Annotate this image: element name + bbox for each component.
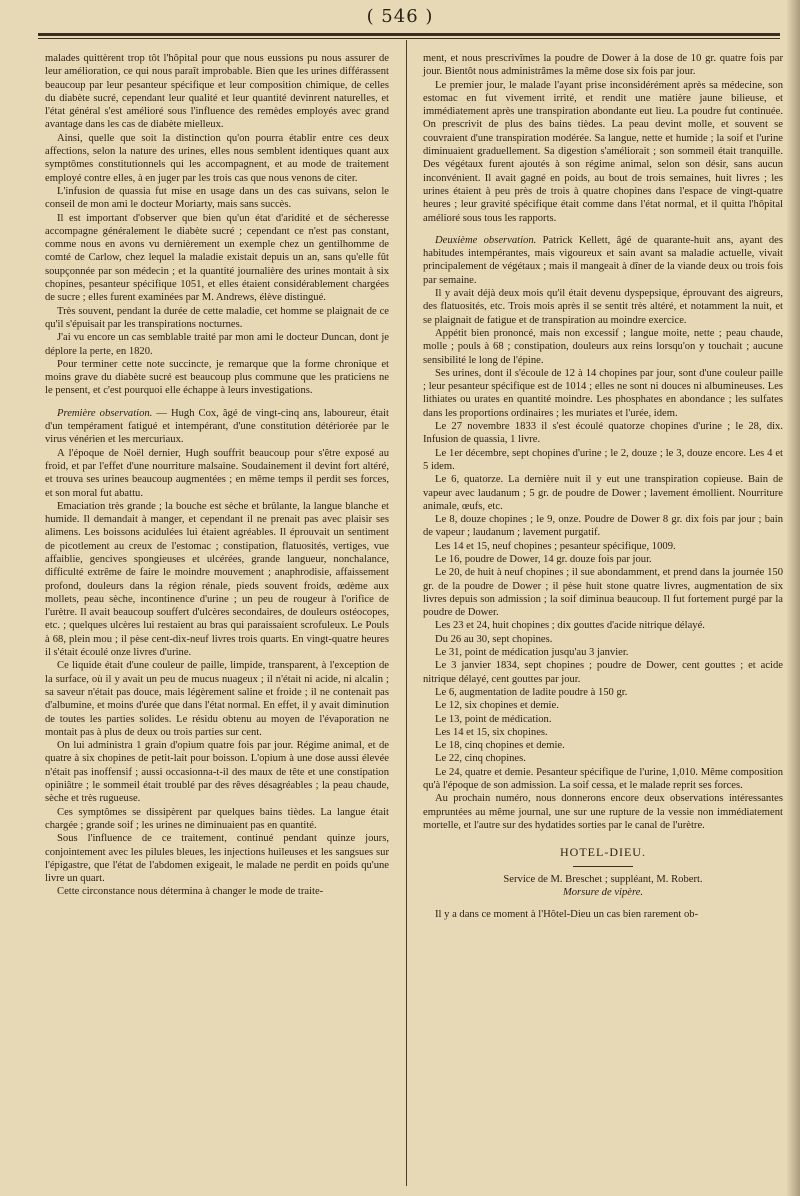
right-paragraph: Le 22, cinq chopines. [435, 753, 526, 765]
observation-2-heading [423, 234, 783, 287]
right-paragraph: Le 12, six chopines et demie. [435, 700, 559, 712]
observation-2-label: Deuxième observation. [435, 234, 537, 246]
left-paragraph: A l'époque de Noël dernier, Hugh souffrit beaucoup pour s'être exposé au froid, et par l'effet d'une nourriture malsaine. Soudainement il devint fort altéré, et trouva ses urines beaucoup augmentées ; en même temps il perdit ses forces, et son moral fut abattu. [45, 447, 389, 499]
right-paragraph: Le 27 novembre 1833 il s'est écoulé quatorze chopines d'urine ; le 28, dix. Infusion de quassia, 1 livre. [423, 421, 783, 446]
section-title: HOTEL-DIEU. [560, 845, 646, 860]
right-paragraph: Le 13, point de médication. [435, 713, 552, 725]
right-paragraph: Le 18, cinq chopines et demie. [435, 740, 565, 752]
right-paragraph: Le 1er décembre, sept chopines d'urine ; le 2, douze ; le 3, douze encore. Les 4 et 5 idem. [423, 447, 783, 472]
right-paragraph: Le 31, point de médication jusqu'au 3 janvier. [435, 647, 629, 659]
right-paragraph: Les 14 et 15, six chopines. [435, 726, 548, 738]
left-paragraph: malades quittèrent trop tôt l'hôpital pour que nous eussions pu nous assurer de leur amélioration, ce qui nous paraît improbable. Bien que les urines différassent beaucoup par leur pesanteur spécifique et leur composition chimique, de celles du diabète sucré, cependant leur qualité et leur quantité devinrent naturelles, et l'état général s'est amélioré sous l'influence des remèdes employés avec grand avantage dans les cas de diabète mielleux. [45, 53, 389, 131]
right-paragraph: Au prochain numéro, nous donnerons encore deux observations intéressantes empruntées au même journal, une sur une rupture de la vessie non immédiatement mortelle, et l'autre sur des hydatides sorties par le canal de l'urètre. [423, 793, 783, 831]
right-paragraph: Le 16, poudre de Dower, 14 gr. douze fois par jour. [435, 553, 652, 565]
left-column [45, 52, 389, 899]
left-paragraph: Ce liquide était d'une couleur de paille, limpide, transparent, à l'exception de la surface, où il y avait un peu de mucus nuageux ; il n'était ni acide, ni alcalin ; sa saveur n'était pas douce, mais légèrement saline et froide ; il ne contenait pas d'albumine, et moins d'urée que dans l'état normal. En effet, il y avait diminution de toutes les parties solides. Le résidu obtenu au moyen de l'évaporation ne montait pas à plus de deux ou trois parties sur cent. [45, 660, 389, 738]
right-paragraph: Le 6, quatorze. La dernière nuit il y eut une transpiration copieuse. Bain de vapeur avec laudanum ; 5 gr. de poudre de Dower ; lavement émollient. Nourriture animale, œufs, etc. [423, 474, 783, 512]
service-line: Service de M. Breschet ; suppléant, M. Robert. [503, 873, 703, 885]
right-paragraph: Le 3 janvier 1834, sept chopines ; poudre de Dower, cent gouttes ; et acide nitrique délayé, cent gouttes par jour. [423, 660, 783, 685]
left-paragraph: Sous l'influence de ce traitement, continué pendant quinze jours, conjointement avec les pilules bleues, les injections huileuses et les sangsues sur l'épigastre, que l'état de l'abdomen exigeait, le malade ne perdit en poids qu'une livre un quart. [45, 833, 389, 885]
left-paragraph: Ainsi, quelle que soit la distinction qu'on pourra établir entre ces deux affections, selon la nature des urines, elles nous semblent identiques quant aux symptômes constitutionnels qui les accompagnent, et au mode de traitement employé contre elles, à en juger par les trois cas que nous venons de citer. [45, 132, 389, 184]
right-column [423, 52, 783, 921]
right-paragraph: Les 14 et 15, neuf chopines ; pesanteur spécifique, 1009. [435, 540, 676, 552]
left-paragraph: Il est important d'observer que bien qu'un état d'aridité et de sécheresse accompagne généralement le diabète sucré ; cependant ce n'est pas constant, comme nous en avons vu dernièrement un exemple chez un gentilhomme de comté de Carlow, chez lequel la maladie existait depuis un an, sans qu'elle fût soupçonnée par son médecin ; et la quantité journalière des urines montait à six chopines, pesanteur spécifique 1051, et elles étaient considérablement chargées de sucre ; elles furent examinées par M. Andrews, élève distingué. [45, 212, 389, 304]
left-paragraph: J'ai vu encore un cas semblable traité par mon ami le docteur Duncan, dont je déplore la perte, en 1820. [45, 332, 389, 357]
observation-1-label: Première observation. [57, 407, 153, 419]
left-paragraph: Très souvent, pendant la durée de cette maladie, cet homme se plaignait de ce qu'il s'épuisait par les transpirations nocturnes. [45, 305, 389, 330]
left-paragraph: On lui administra 1 grain d'opium quatre fois par jour. Régime animal, et de quatre à six chopines de petit-lait pour boisson. L'opium à une dose aussi élevée n'était pas inoffensif ; aussi occasionna-t-il des maux de tête et une constipation opiniâtre ; le sommeil était troublé par des rêves désagréables ; la peau chaude, sèche et très rugueuse. [45, 740, 389, 805]
left-paragraph: Cette circonstance nous détermina à changer le mode de traite- [57, 886, 324, 898]
header-rule [38, 33, 780, 39]
left-paragraph: L'infusion de quassia fut mise en usage dans un des cas suivans, selon le conseil de mon ami le docteur Moriarty, mais sans succès. [45, 185, 389, 211]
right-paragraph: Ses urines, dont il s'écoule de 12 à 14 chopines par jour, sont d'une couleur paille ; leur pesanteur spécifique est de 1014 ; elles ne sont ni douces ni albumineuses. Les lithiates ou urates en quantité moindre. Les phosphates en abondance ; les sulfates dans les proportions ordinaires ; les muriates et l'urée, idem. [423, 367, 783, 419]
column-divider [406, 40, 407, 1186]
right-paragraph: Le 20, de huit à neuf chopines ; il sue abondamment, et prend dans la journée 150 gr. de la poudre de Dower ; il pèse huit stone quatre livres, augmentation de six livres depuis son admission ; la soif diminua beaucoup. Il fut fortement purgé par la poudre de Dower. [423, 567, 783, 619]
page-edge-shadow [786, 0, 800, 1196]
right-paragraph: Le 24, quatre et demie. Pesanteur spécifique de l'urine, 1,010. Même composition qu'à l'époque de son admission. La soif cessa, et le malade reprit ses forces. [423, 766, 783, 792]
right-paragraph: Il y a dans ce moment à l'Hôtel-Dieu un cas bien rarement ob- [435, 909, 699, 921]
subsection-title: Morsure de vipère. [562, 886, 644, 898]
right-paragraph: Le 6, augmentation de ladite poudre à 150 gr. [435, 686, 628, 698]
right-paragraph: Appétit bien prononcé, mais non excessif ; langue moite, nette ; peau chaude, molle ; pouls à 68 ; constipation, douleurs aux reins lorsqu'on y touchait ; aucune sensibilité le long de l'épine. [423, 327, 783, 366]
left-paragraph: Emaciation très grande ; la bouche est sèche et brûlante, la langue blanche et humide. Il demandait à manger, et cependant il ne prenait pas avec plaisir ses alimens. Les boissons acidulées lui étaient agréables. Il éprouvait un sentiment de picotlement au creux de l'estomac ; constipation, flatuosités, vertiges, vue affaiblie, gencives spongieuses et ulcérées, grande langueur, nonchalance, difficulté extrême de faire le moindre mouvement ; anaphrodisie, affaissement profond, douleurs dans la région rénale, pieds souvent froids, œdème aux mollets, peau sèche, incontinence d'urine ; un peu de rougeur à l'orifice de l'urètre. Il avait beaucoup souffert d'ulcères secondaires, de douleurs ostéocopes, etc. ; quelques ulcères lui restaient au bras qui paraissaient scrofuleux. Le Pouls à 68, plein mou ; il pèse cent-dix-neuf livres trois quarts. En vingt-quatre heures il s'était écoulé onze livres d'urine. [45, 500, 389, 659]
right-paragraph: Il y avait déjà deux mois qu'il était devenu dyspepsique, éprouvant des aigreurs, des flatuosités, etc. Trois mois après il se sentit très altéré, et notamment la nuit, et se plaignait de fatigue et de transpiration au moindre exercice. [423, 288, 783, 326]
right-paragraph: Les 23 et 24, huit chopines ; dix gouttes d'acide nitrique délayé. [435, 620, 705, 632]
observation-1-intro: — Hugh Cox, âgé de vingt-cinq ans, laboureur, était d'un tempérament fatigué et intempérant, d'une constitution détériorée par le virus vénérien et les mercuriaux. [45, 407, 390, 446]
page-number: ( 546 ) [366, 6, 434, 27]
observation-1-heading [45, 407, 389, 447]
right-paragraph: Le premier jour, le malade l'ayant prise inconsidérément après sa médecine, son estomac en fut vivement irrité, et rendit une matière jaune bilieuse, et immédiatement après une transpiration abondante eut lieu. La poudre fut continuée. On prescrivit de plus des bains tièdes. La peau devint molle, et souvent se couvraient d'une transpiration modérée. Sa langue, nette et humide ; la soif et l'urine diminuaient graduellement. Sa digestion s'améliorait ; son sommeil était tranquille. Des végétaux furent ajoutés à son régime animal, selon son désir, sans aucun inconvénient. Il avait gagné en poids, au bout de trois semaines, huit livres ; les urines étaient à peu près de trois à quatre chopines dans l'espace de vingt-quatre heures ; leur gravité spécifique était comme dans l'état normal, et il quitta l'hôpital amélioré sous tous les rapports. [423, 79, 783, 224]
right-paragraph: ment, et nous prescrivîmes la poudre de Dower à la dose de 10 gr. quatre fois par jour. Bientôt nous administrâmes la même dose six fois par jour. [423, 53, 783, 78]
right-paragraph: Du 26 au 30, sept chopines. [435, 633, 553, 645]
observation-2-intro: Patrick Kellett, âgé de quarante-huit ans, ayant des habitudes intempérantes, mais vigoureux et sain avant sa maladie actuelle, vivait principalement de végétaux ; mais il mangeait à dîner de la viande deux ou trois fois par semaine. [423, 234, 783, 286]
left-paragraph: Ces symptômes se dissipèrent par quelques bains tièdes. La langue était chargée ; grande soif ; les urines ne diminuaient pas en quantité. [45, 806, 389, 831]
right-paragraph: Le 8, douze chopines ; le 9, onze. Poudre de Dower 8 gr. dix fois par jour ; bain de vapeur ; laudanum ; lavement purgatif. [423, 514, 783, 539]
left-paragraph: Pour terminer cette note succincte, je remarque que la forme chronique et moins grave du diabète sucré est beaucoup plus commune que les praticiens ne le pensent, et c'est pourquoi elle échappe à leurs investigations. [45, 358, 389, 397]
section-rule [573, 866, 633, 867]
